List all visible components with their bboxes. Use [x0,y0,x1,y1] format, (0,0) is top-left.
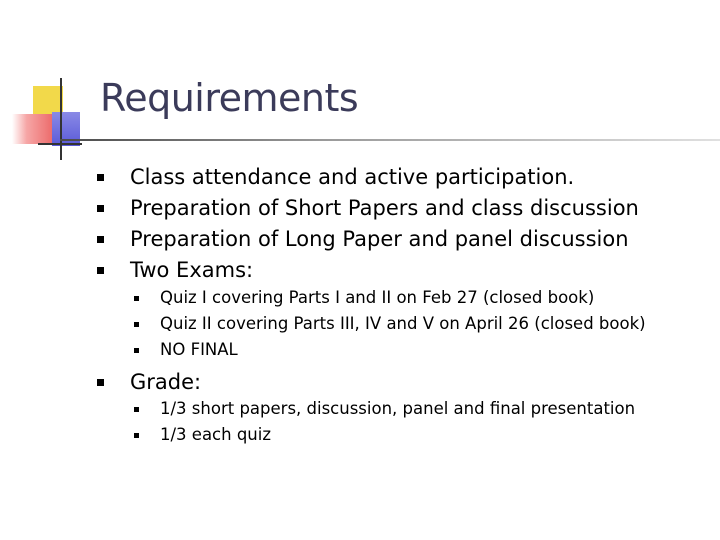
bullet-item: Two Exams: [130,258,254,282]
sub-bullet-item: Quiz I covering Parts I and II on Feb 27 (closed book) [160,288,595,307]
bullet-item: Grade: [130,370,202,394]
bullet-square-icon [97,267,104,274]
bullet-item: Preparation of Short Papers and class discussion [130,196,639,220]
bullet-square-icon [97,174,104,181]
bullet-item: Class attendance and active participation. [130,165,575,189]
sub-bullet-item: 1/3 each quiz [160,425,272,444]
sub-bullet-item: NO FINAL [160,340,238,359]
bullet-square-icon [97,205,104,212]
logo-vertical-line [60,78,62,160]
sub-bullet-square-icon [134,407,139,412]
sub-bullet-square-icon [134,433,139,438]
bullet-square-icon [97,379,104,386]
sub-bullet-square-icon [134,296,139,301]
bullet-square-icon [97,236,104,243]
logo-pink-square [12,114,54,144]
title-underline [60,139,720,141]
sub-bullet-item: 1/3 short papers, discussion, panel and final presentation [160,399,636,418]
sub-bullet-square-icon [134,348,139,353]
sub-bullet-square-icon [134,322,139,327]
bullet-item: Preparation of Long Paper and panel discussion [130,227,629,251]
slide-title: Requirements [100,76,359,120]
logo-horizontal-line [38,143,82,145]
sub-bullet-item: Quiz II covering Parts III, IV and V on April 26 (closed book) [160,314,646,333]
